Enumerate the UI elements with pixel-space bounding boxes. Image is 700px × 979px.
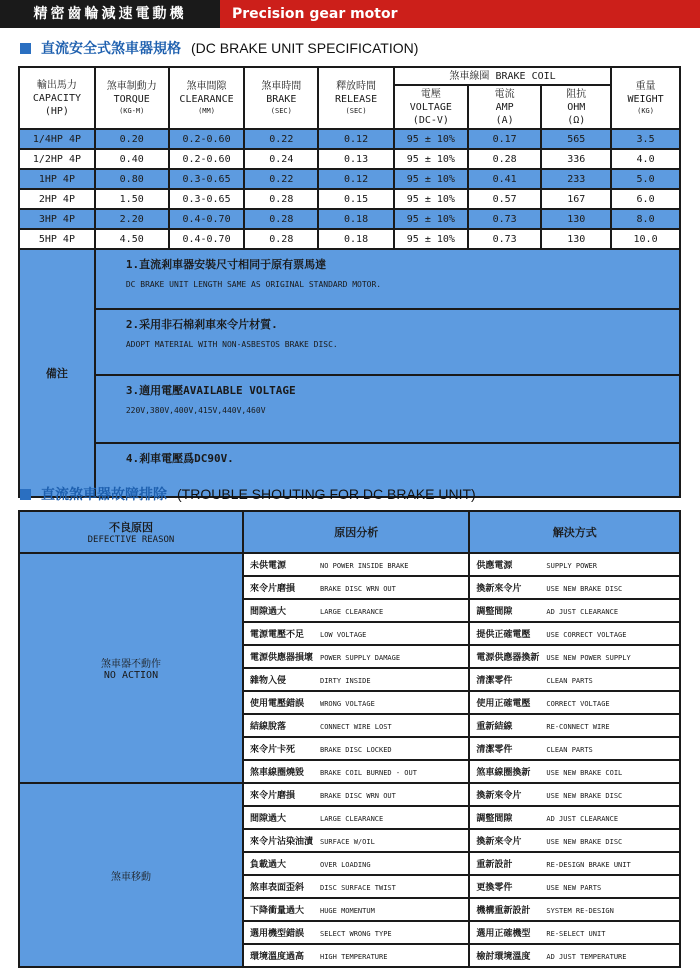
solution-en: USE NEW BRAKE DISC <box>546 585 623 593</box>
section-title-trouble <box>20 484 476 504</box>
cause-en: WRONG VOLTAGE <box>320 700 375 708</box>
cause-cn: 煞車表面歪斜 <box>250 883 305 893</box>
cell-capacity: 1/4HP 4P <box>19 129 95 149</box>
cause-analysis-cell <box>243 898 469 921</box>
cell-clearance: 0.4-0.70 <box>169 209 245 229</box>
solution-cn: 重新結線 <box>476 722 513 732</box>
cause-cn: 來令片磨損 <box>250 791 296 801</box>
solution-en: AD JUST TEMPERATURE <box>546 953 627 961</box>
cell-ohm: 130 <box>541 229 611 249</box>
cause-analysis-cell <box>243 668 469 691</box>
cell-weight: 10.0 <box>611 229 680 249</box>
cell-weight: 3.5 <box>611 129 680 149</box>
reason-cn: 煞車移動 <box>111 871 151 883</box>
solution-cell <box>469 875 680 898</box>
defective-reason-group <box>19 553 243 783</box>
header-en: BRAKE <box>266 94 297 105</box>
cause-cn: 來令片沾染油漬 <box>250 837 314 847</box>
cause-en: OVER LOADING <box>320 861 371 869</box>
header-cause-analysis: 原因分析 <box>243 511 469 553</box>
header-unit: (MM) <box>198 107 215 115</box>
cause-cn: 間隙過大 <box>250 814 287 824</box>
header-en: CAPACITY <box>32 92 81 104</box>
cause-en: BRAKE DISC WRN OUT <box>320 585 396 593</box>
header-cn: 煞車間隙 <box>186 81 227 92</box>
cause-cn: 未供電源 <box>250 561 287 571</box>
solution-cn: 換新來令片 <box>476 584 522 594</box>
cell-capacity: 2HP 4P <box>19 189 95 209</box>
header-cn: 阻抗 <box>566 88 587 100</box>
cause-en: SELECT WRONG TYPE <box>320 930 392 938</box>
cause-en: BRAKE DISC WRN OUT <box>320 792 396 800</box>
cause-cn: 使用電壓錯誤 <box>250 699 305 709</box>
banner-title-cn: 精密齒輪減速電動機 <box>0 0 220 28</box>
note-item <box>95 309 680 375</box>
spec-header-weight <box>611 67 680 129</box>
spec-header-torque <box>95 67 169 129</box>
solution-en: CLEAN PARTS <box>546 746 593 754</box>
trouble-row <box>19 783 680 806</box>
spec-header-brake <box>244 67 318 129</box>
spec-header-coil: 煞車線圈 BRAKE COIL <box>394 67 611 85</box>
cell-amp: 0.57 <box>468 189 542 209</box>
cause-cn: 結線脫落 <box>250 722 287 732</box>
cell-torque: 0.20 <box>95 129 169 149</box>
solution-cell <box>469 852 680 875</box>
solution-cell <box>469 599 680 622</box>
solution-cell <box>469 553 680 576</box>
solution-cell <box>469 668 680 691</box>
solution-en: CLEAN PARTS <box>546 677 593 685</box>
solution-cn: 重新設計 <box>476 860 513 870</box>
header-cn: 煞車時間 <box>261 81 302 92</box>
solution-cn: 換新來令片 <box>476 791 522 801</box>
cell-amp: 0.28 <box>468 149 542 169</box>
cell-capacity: 5HP 4P <box>19 229 95 249</box>
header-cn: 釋放時間 <box>336 81 377 92</box>
cell-torque: 0.80 <box>95 169 169 189</box>
cell-amp: 0.73 <box>468 209 542 229</box>
cause-en: DIRTY INSIDE <box>320 677 371 685</box>
solution-en: CORRECT VOLTAGE <box>546 700 610 708</box>
solution-cn: 調整間隙 <box>476 814 513 824</box>
solution-cell <box>469 898 680 921</box>
solution-cell <box>469 691 680 714</box>
cell-clearance: 0.2-0.60 <box>169 149 245 169</box>
note-cn: 1.直流剎車器安裝尺寸相同于原有票馬達 <box>125 258 327 271</box>
cause-cn: 來令片卡死 <box>250 745 296 755</box>
cause-cn: 電源電壓不足 <box>250 630 305 640</box>
spec-row <box>19 149 680 169</box>
cell-clearance: 0.4-0.70 <box>169 229 245 249</box>
section-title-cn: 直流煞車器故障排除 <box>41 487 167 503</box>
solution-en: USE NEW BRAKE DISC <box>546 792 623 800</box>
cause-en: HIGH TEMPERATURE <box>320 953 388 961</box>
cause-cn: 電源供應器損壞 <box>250 653 314 663</box>
note-cn: 2.采用非石棉剎車來令片材質. <box>125 318 278 331</box>
header-en: CLEARANCE <box>179 94 234 105</box>
solution-cell <box>469 806 680 829</box>
cell-brake: 0.28 <box>244 209 318 229</box>
cause-en: DISC SURFACE TWIST <box>320 884 396 892</box>
note-cn: 3.適用電壓AVAILABLE VOLTAGE <box>125 384 296 397</box>
spec-row <box>19 169 680 189</box>
solution-cn: 機構重新設計 <box>476 906 531 916</box>
header-unit: (A) <box>495 114 514 126</box>
notes-label: 備注 <box>19 249 95 497</box>
solution-en: AD JUST CLEARANCE <box>546 815 619 823</box>
cell-ohm: 130 <box>541 209 611 229</box>
section-title-spec <box>20 38 418 58</box>
spec-header-row-1 <box>19 67 680 85</box>
note-item <box>95 249 680 309</box>
cause-en: SURFACE W/OIL <box>320 838 375 846</box>
cause-analysis-cell <box>243 829 469 852</box>
solution-en: USE NEW POWER SUPPLY <box>546 654 631 662</box>
section-bullet-icon <box>20 43 31 54</box>
cause-analysis-cell <box>243 599 469 622</box>
cause-en: HUGE MOMENTUM <box>320 907 375 915</box>
note-en: ADOPT MATERIAL WITH NON-ASBESTOS BRAKE DISC. <box>125 340 338 349</box>
cell-amp: 0.17 <box>468 129 542 149</box>
note-row <box>19 375 680 443</box>
cell-ohm: 565 <box>541 129 611 149</box>
cell-brake: 0.24 <box>244 149 318 169</box>
spec-row <box>19 209 680 229</box>
header-cn: 重量 <box>635 81 656 92</box>
solution-cell <box>469 944 680 967</box>
header-unit: (SEC) <box>345 107 367 115</box>
cause-analysis-cell <box>243 921 469 944</box>
cause-analysis-cell <box>243 622 469 645</box>
cause-cn: 來令片磨損 <box>250 584 296 594</box>
header-en: RELEASE <box>334 94 378 105</box>
spec-header-capacity <box>19 67 95 129</box>
defective-reason-group <box>19 783 243 967</box>
header-en: DEFECTIVE REASON <box>87 535 175 545</box>
solution-cn: 選用正確機型 <box>476 929 531 939</box>
spec-row <box>19 189 680 209</box>
solution-cell <box>469 714 680 737</box>
cell-voltage: 95 ± 10% <box>394 169 468 189</box>
cause-en: NO POWER INSIDE BRAKE <box>320 562 409 570</box>
cause-cn: 環境溫度過高 <box>250 952 305 962</box>
solution-cn: 更換零件 <box>476 883 513 893</box>
cell-capacity: 1HP 4P <box>19 169 95 189</box>
section-bullet-icon <box>20 489 31 500</box>
solution-en: AD JUST CLEARANCE <box>546 608 619 616</box>
note-en: 220V,380V,400V,415V,440V,460V <box>125 406 266 415</box>
spec-header-ohm <box>541 85 611 129</box>
header-unit: (DC-V) <box>412 114 449 126</box>
cause-analysis-cell <box>243 944 469 967</box>
cell-brake: 0.22 <box>244 169 318 189</box>
header-en: VOLTAGE <box>409 101 452 113</box>
solution-cn: 換新來令片 <box>476 837 522 847</box>
cause-analysis-cell <box>243 576 469 599</box>
cause-cn: 雜物入侵 <box>250 676 287 686</box>
cell-release: 0.18 <box>318 209 394 229</box>
cause-analysis-cell <box>243 737 469 760</box>
solution-cn: 電源供應器換新 <box>476 653 540 663</box>
cause-cn: 煞車線圈燒毀 <box>250 768 305 778</box>
solution-cn: 清潔零件 <box>476 745 513 755</box>
cause-en: POWER SUPPLY DAMAGE <box>320 654 401 662</box>
cell-voltage: 95 ± 10% <box>394 129 468 149</box>
cell-amp: 0.41 <box>468 169 542 189</box>
header-unit: (SEC) <box>270 107 292 115</box>
cause-analysis-cell <box>243 875 469 898</box>
cell-weight: 6.0 <box>611 189 680 209</box>
cause-cn: 負載過大 <box>250 860 287 870</box>
spec-header-release <box>318 67 394 129</box>
cell-clearance: 0.3-0.65 <box>169 189 245 209</box>
header-unit: (Ω) <box>567 114 586 126</box>
cell-release: 0.12 <box>318 169 394 189</box>
cell-torque: 1.50 <box>95 189 169 209</box>
cell-ohm: 167 <box>541 189 611 209</box>
header-cn: 電流 <box>494 88 515 100</box>
solution-cell <box>469 783 680 806</box>
header-cn: 電壓 <box>420 88 441 100</box>
solution-en: SYSTEM RE-DESIGN <box>546 907 614 915</box>
cause-en: LARGE CLEARANCE <box>320 608 384 616</box>
cell-clearance: 0.2-0.60 <box>169 129 245 149</box>
solution-cn: 檢討環境溫度 <box>476 952 531 962</box>
header-solution: 解決方式 <box>469 511 680 553</box>
header-en: OHM <box>567 101 586 113</box>
section-title-cn: 直流安全式煞車器規格 <box>41 41 181 57</box>
header-banner <box>0 0 700 28</box>
cell-weight: 4.0 <box>611 149 680 169</box>
header-cn: 煞車制動力 <box>106 81 157 92</box>
cause-analysis-cell <box>243 852 469 875</box>
note-row <box>19 309 680 375</box>
cause-analysis-cell <box>243 783 469 806</box>
cell-brake: 0.28 <box>244 229 318 249</box>
solution-cell <box>469 921 680 944</box>
header-cn: 輸出馬力 <box>36 79 77 91</box>
cell-weight: 5.0 <box>611 169 680 189</box>
cause-analysis-cell <box>243 760 469 783</box>
cell-brake: 0.22 <box>244 129 318 149</box>
reason-en: NO ACTION <box>103 670 159 681</box>
solution-cn: 供應電源 <box>476 561 513 571</box>
cell-release: 0.18 <box>318 229 394 249</box>
cell-capacity: 1/2HP 4P <box>19 149 95 169</box>
cause-en: BRAKE DISC LOCKED <box>320 746 392 754</box>
cell-weight: 8.0 <box>611 209 680 229</box>
cause-en: LOW VOLTAGE <box>320 631 367 639</box>
solution-en: RE-CONNECT WIRE <box>546 723 610 731</box>
solution-en: SUPPLY POWER <box>546 562 597 570</box>
cause-cn: 間隙過大 <box>250 607 287 617</box>
solution-en: USE NEW BRAKE DISC <box>546 838 623 846</box>
trouble-table <box>18 510 681 968</box>
solution-cell <box>469 760 680 783</box>
header-en: WEIGHT <box>627 94 664 105</box>
header-en: AMP <box>495 101 514 113</box>
cell-amp: 0.73 <box>468 229 542 249</box>
header-defective-reason <box>19 511 243 553</box>
header-unit: (HP) <box>44 105 69 117</box>
cell-voltage: 95 ± 10% <box>394 229 468 249</box>
solution-en: USE NEW BRAKE COIL <box>546 769 623 777</box>
banner-title-en: Precision gear motor <box>220 0 700 28</box>
cause-cn: 選用機型錯誤 <box>250 929 305 939</box>
cause-cn: 下降衝量過大 <box>250 906 305 916</box>
cause-analysis-cell <box>243 645 469 668</box>
spec-table <box>18 66 681 498</box>
spec-row <box>19 129 680 149</box>
solution-en: RE-SELECT UNIT <box>546 930 606 938</box>
note-en: DC BRAKE UNIT LENGTH SAME AS ORIGINAL STANDARD MOTOR. <box>125 280 382 289</box>
solution-cn: 清潔零件 <box>476 676 513 686</box>
cell-voltage: 95 ± 10% <box>394 209 468 229</box>
cell-release: 0.12 <box>318 129 394 149</box>
cause-en: LARGE CLEARANCE <box>320 815 384 823</box>
cause-en: CONNECT WIRE LOST <box>320 723 392 731</box>
cell-voltage: 95 ± 10% <box>394 149 468 169</box>
solution-cell <box>469 829 680 852</box>
note-cn: 4.剎車電壓爲DC90V. <box>125 452 234 465</box>
cell-capacity: 3HP 4P <box>19 209 95 229</box>
solution-cn: 調整間隙 <box>476 607 513 617</box>
cause-analysis-cell <box>243 553 469 576</box>
spec-header-amp <box>468 85 542 129</box>
cause-en: BRAKE COIL BURNED - OUT <box>320 769 417 777</box>
solution-cell <box>469 576 680 599</box>
cell-torque: 2.20 <box>95 209 169 229</box>
note-item <box>95 375 680 443</box>
solution-cell <box>469 622 680 645</box>
cell-release: 0.15 <box>318 189 394 209</box>
cell-voltage: 95 ± 10% <box>394 189 468 209</box>
trouble-row <box>19 553 680 576</box>
header-unit: (KG) <box>637 107 654 115</box>
spec-header-voltage <box>394 85 468 129</box>
cell-clearance: 0.3-0.65 <box>169 169 245 189</box>
header-cn: 不良原因 <box>109 521 153 534</box>
cell-torque: 0.40 <box>95 149 169 169</box>
cell-ohm: 233 <box>541 169 611 189</box>
header-en: TORQUE <box>113 94 150 105</box>
section-title-en: (TROUBLE SHOUTING FOR DC BRAKE UNIT) <box>177 486 476 502</box>
cause-analysis-cell <box>243 714 469 737</box>
solution-cn: 煞車線圈換新 <box>476 768 531 778</box>
note-row <box>19 249 680 309</box>
solution-cn: 提供正確電壓 <box>476 630 531 640</box>
solution-en: USE CORRECT VOLTAGE <box>546 631 627 639</box>
spec-row <box>19 229 680 249</box>
solution-en: RE-DESIGN BRAKE UNIT <box>546 861 631 869</box>
cell-ohm: 336 <box>541 149 611 169</box>
solution-cell <box>469 737 680 760</box>
reason-cn: 煞車器不動作 <box>101 659 161 670</box>
spec-header-clearance <box>169 67 245 129</box>
solution-cn: 使用正確電壓 <box>476 699 531 709</box>
cell-release: 0.13 <box>318 149 394 169</box>
section-title-en: (DC BRAKE UNIT SPECIFICATION) <box>191 40 419 56</box>
header-unit: (KG-M) <box>119 107 145 115</box>
solution-cell <box>469 645 680 668</box>
solution-en: USE NEW PARTS <box>546 884 602 892</box>
cause-analysis-cell <box>243 691 469 714</box>
trouble-header-row <box>19 511 680 553</box>
cell-brake: 0.28 <box>244 189 318 209</box>
cell-torque: 4.50 <box>95 229 169 249</box>
cause-analysis-cell <box>243 806 469 829</box>
